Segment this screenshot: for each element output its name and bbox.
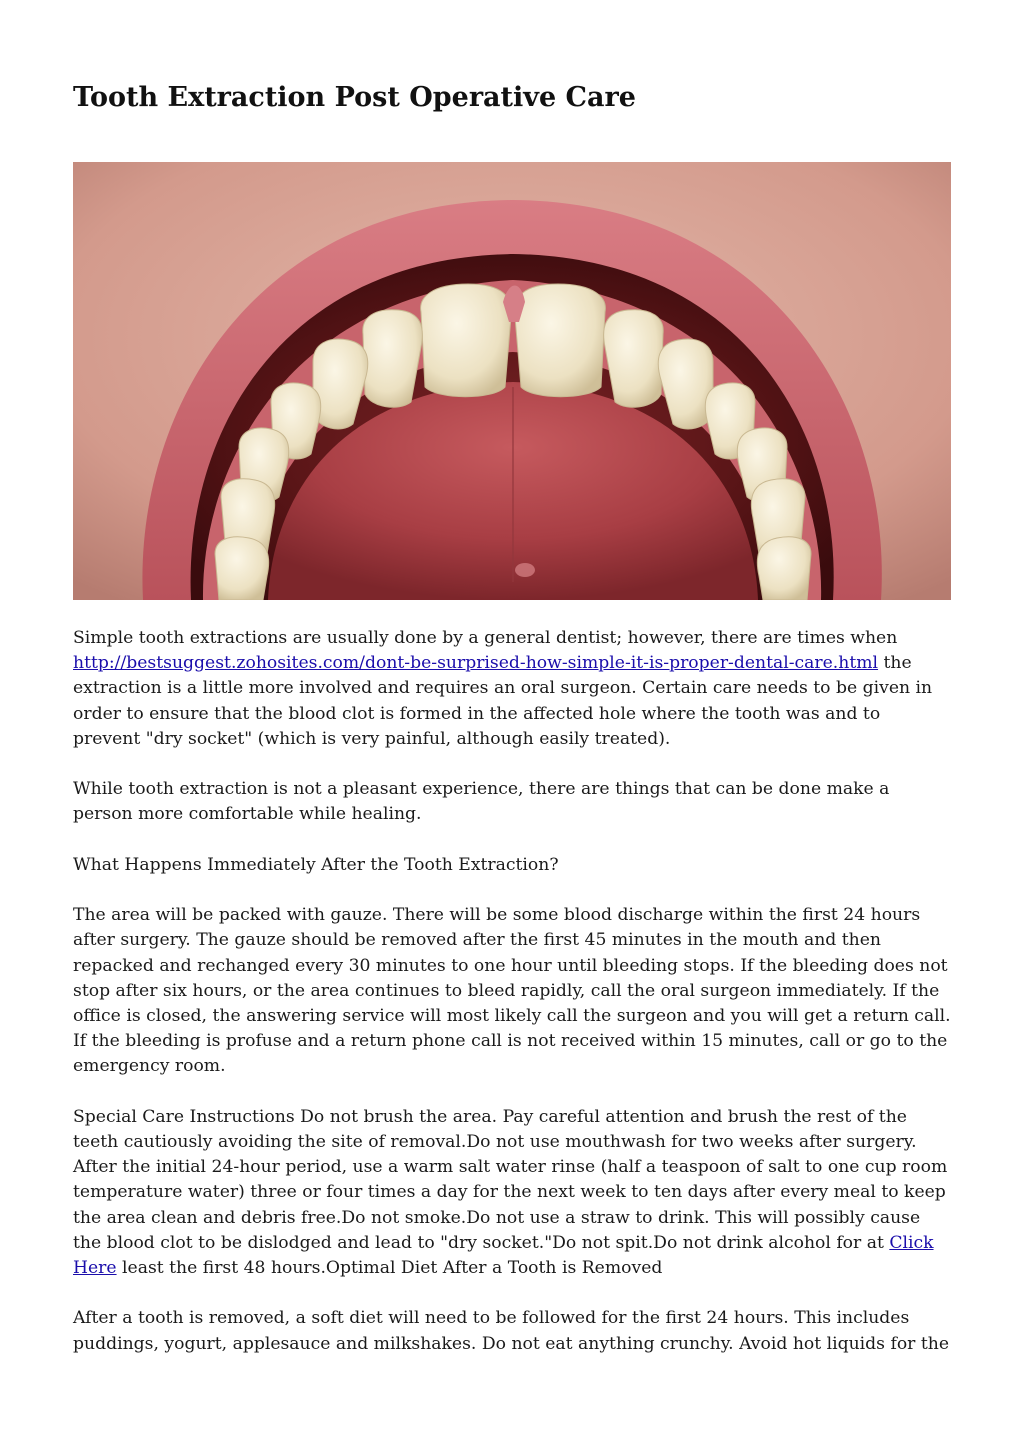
- paragraph-special-care-text-before: Special Care Instructions Do not brush the area. Pay careful attention and brush the rest of the teeth cautiously avoiding the site of removal.Do not use mouthwash for two weeks after surgery. After the initial 24-hour period, use a warm salt water rinse (half a teaspoon of salt to one cup room temperature water) three or four times a day for the next week to ten days after every meal to keep the area clean and debris free.Do not smoke.Do not use a straw to drink. This will possibly cause the blood clot to be dislodged and lead to "dry socket."Do not spit.Do not drink alcohol for at: [73, 1106, 948, 1253]
- click-here-link[interactable]: Click Here: [73, 1232, 934, 1279]
- paragraph-comfort: While tooth extraction is not a pleasant experience, there are things that can be done make a person more comfortable while healing.: [73, 779, 890, 825]
- paragraph-gauze: The area will be packed with gauze. There will be some blood discharge within the first 24 hours after surgery. The gauze should be removed after the first 45 minutes in the mouth and then repacked and rechanged every 30 minutes to one hour until bleeding stops. If the bleeding does not stop after six hours, or the area continues to bleed rapidly, call the oral surgeon immediately. If the office is closed, the answering service will most likely call the surgeon and you will get a return call. If the bleeding is profuse and a return phone call is not received within 15 minutes, call or go to the emergency room.: [73, 905, 951, 1077]
- palate-spot: [515, 563, 535, 577]
- paragraph-intro: [73, 626, 951, 752]
- paragraph-special-care-text-after: least the first 48 hours.Optimal Diet After a Tooth is Removed: [116, 1258, 663, 1279]
- article-body: [73, 626, 951, 1382]
- mouth-photo: [73, 162, 951, 600]
- paragraph-intro-text-after: the extraction is a little more involved and requires an oral surgeon. Certain care needs to be given in order to ensure that the blood clot is formed in the affected hole where the tooth was and to prevent "dry socket" (which is very painful, although easily treated).: [73, 653, 933, 749]
- page-title: Tooth Extraction Post Operative Care: [73, 82, 636, 113]
- paragraph-diet: After a tooth is removed, a soft diet will need to be followed for the first 24 hours. This includes puddings, yogurt, applesauce and milkshakes. Do not eat anything crunchy. Avoid hot liquids for the: [73, 1308, 949, 1354]
- paragraph-special-care: [73, 1105, 951, 1281]
- section-heading-after-extraction: What Happens Immediately After the Tooth Extraction?: [73, 854, 559, 875]
- mouth-illustration: [73, 162, 951, 600]
- bestsuggest-link[interactable]: http://bestsuggest.zohosites.com/dont-be-surprised-how-simple-it-is-proper-dental-care.html: [73, 653, 879, 674]
- paragraph-intro-text-before: Simple tooth extractions are usually done by a general dentist; however, there are times when: [73, 628, 898, 648]
